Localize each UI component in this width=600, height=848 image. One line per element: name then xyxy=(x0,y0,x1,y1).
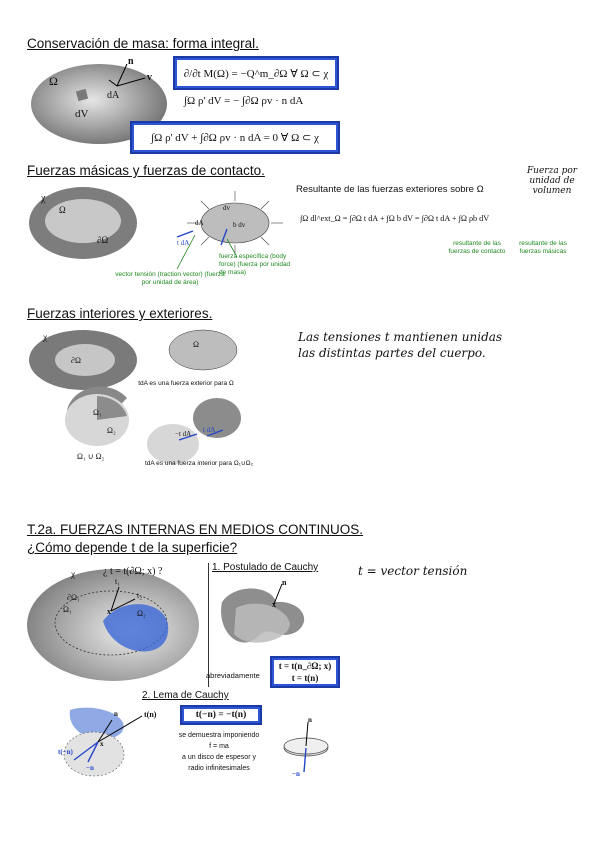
tdA-label: t dA xyxy=(177,239,190,247)
exterior-note: tdA es una fuerza exterior para Ω xyxy=(138,380,234,387)
interior-note: tdA es una fuerza interior para Ω₁∪Ω₂ xyxy=(144,460,254,467)
normal-label: n xyxy=(282,578,287,587)
boundary-label: ∂Ω xyxy=(71,356,81,365)
omega-label: Ω xyxy=(59,205,66,215)
mass-eq-2: ∫Ω ρ' dV = − ∫∂Ω ρv · n dA xyxy=(184,95,304,107)
section-title-body-contact-forces: Fuerzas másicas y fuerzas de contacto. xyxy=(27,163,265,178)
section-title-interior-exterior: Fuerzas interiores y exteriores. xyxy=(27,306,213,321)
lema-eq: t(−n) = −t(n) xyxy=(184,709,258,721)
resultant-title: Resultante de las fuerzas exteriores sobre Ω xyxy=(296,184,484,195)
interior-exterior-figure xyxy=(27,326,271,472)
chi-label: χ xyxy=(41,193,46,204)
velocity-label: v xyxy=(147,72,152,83)
mass-eq-1: ∂/∂t M(Ω) = −Q^m_∂Ω ∀ Ω ⊂ χ xyxy=(177,60,335,86)
boundary-omega1-label: ∂Ω₁ xyxy=(67,593,80,602)
normal-label: n xyxy=(114,710,118,718)
handnote-tensions-line2: las distintas partes del cuerpo. xyxy=(298,346,486,360)
label-body-resultant: resultante de las fuerzas másicas xyxy=(519,240,567,255)
chi-label: χ xyxy=(71,569,75,579)
lema-line-2: f = ma xyxy=(209,743,229,750)
normal-label: n xyxy=(308,716,312,724)
union-label: Ω₁ ∪ Ω₂ xyxy=(77,452,105,461)
question-label: ¿ t = t(∂Ω; x) ? xyxy=(103,566,163,577)
omega2-label: Ω₂ xyxy=(137,609,146,618)
label-contact-resultant: resultante de las fuerzas de contacto xyxy=(448,240,506,255)
omega-label: Ω xyxy=(193,340,199,349)
mass-eq-box-3 xyxy=(130,121,340,154)
dA-label: dA xyxy=(107,90,120,101)
postulado-title: 1. Postulado de Cauchy xyxy=(212,562,319,573)
postulado-figure xyxy=(216,578,320,654)
lema-line-3: a un disco de espesor y xyxy=(182,754,256,761)
section-subtitle: ¿Cómo depende t de la superficie? xyxy=(27,540,238,555)
bdv-label: b dv xyxy=(233,221,246,229)
specific-force-note: fuerza específica (body force) (fuerza por unidad de masa) xyxy=(219,253,291,276)
omega2-label: Ω₂ xyxy=(107,426,116,435)
lema-explanation xyxy=(164,730,274,774)
disc-figure xyxy=(278,716,334,782)
stress-vector-note: vector tensión (traction vector) (fuerza por unidad de área) xyxy=(115,271,225,286)
dV-label: dV xyxy=(75,108,89,120)
omega-label: Ω xyxy=(49,74,58,88)
boundary-label: ∂Ω xyxy=(97,235,109,245)
x-label: x xyxy=(272,600,276,609)
t2-label: t₂ xyxy=(137,591,143,600)
minus-tdA-label: −t dA xyxy=(175,430,192,438)
omega1-label: Ω₁ xyxy=(93,408,102,417)
normal-label: n xyxy=(128,56,134,67)
x-label: x xyxy=(100,740,104,748)
lema-line-4: radio infinitesimales xyxy=(188,765,250,772)
mass-eq-3: ∫Ω ρ' dV + ∫∂Ω ρv · n dA = 0 ∀ Ω ⊂ χ xyxy=(134,125,336,150)
section-title-mass-conservation: Conservación de masa: forma integral. xyxy=(27,36,259,51)
lema-title: 2. Lema de Cauchy xyxy=(142,690,229,701)
handnote-volume: Fuerza por unidad de volumen xyxy=(526,166,578,196)
lema-figure xyxy=(56,702,166,782)
dv-label: dv xyxy=(223,204,230,212)
postulado-eq-2: t = t(n) xyxy=(291,673,319,683)
lema-eq-box xyxy=(180,705,262,725)
chi-label: χ xyxy=(43,332,47,342)
body-contact-figure xyxy=(27,183,297,291)
tmn-label: t(−n) xyxy=(58,748,73,756)
resultant-equation: ∫Ω dl^ext_Ω = ∫∂Ω t dA + ∫Ω b dV = ∫∂Ω t dA + ∫Ω ρb dV xyxy=(300,214,490,223)
dA-label: dA xyxy=(195,219,204,227)
minus-n-label: −n xyxy=(292,770,300,778)
section-title-internal-forces: T.2a. FUERZAS INTERNAS EN MEDIOS CONTINUOS. xyxy=(27,522,364,537)
x-label: x xyxy=(107,607,111,616)
tdA-label: t dA xyxy=(203,426,216,434)
lema-line-1: se demuestra imponiendo xyxy=(178,732,260,739)
omega1-label: Ω₁ xyxy=(63,605,72,614)
handnote-tensions-line1: Las tensiones t mantienen unidas xyxy=(298,330,503,344)
abreviadamente-label: abreviadamente xyxy=(206,671,260,680)
postulado-eq-1: t = t(n_∂Ω; x) xyxy=(278,661,332,671)
cauchy-figure xyxy=(27,563,203,685)
minus-n-label: −n xyxy=(86,764,94,772)
tn-label: t(n) xyxy=(144,710,157,719)
mass-eq-box-1 xyxy=(173,56,339,90)
handnote-traction-vector: t = vector tensión xyxy=(358,564,468,578)
postulado-eq-box xyxy=(270,656,340,688)
divider xyxy=(208,563,209,687)
t1-label: t₁ xyxy=(115,577,121,586)
